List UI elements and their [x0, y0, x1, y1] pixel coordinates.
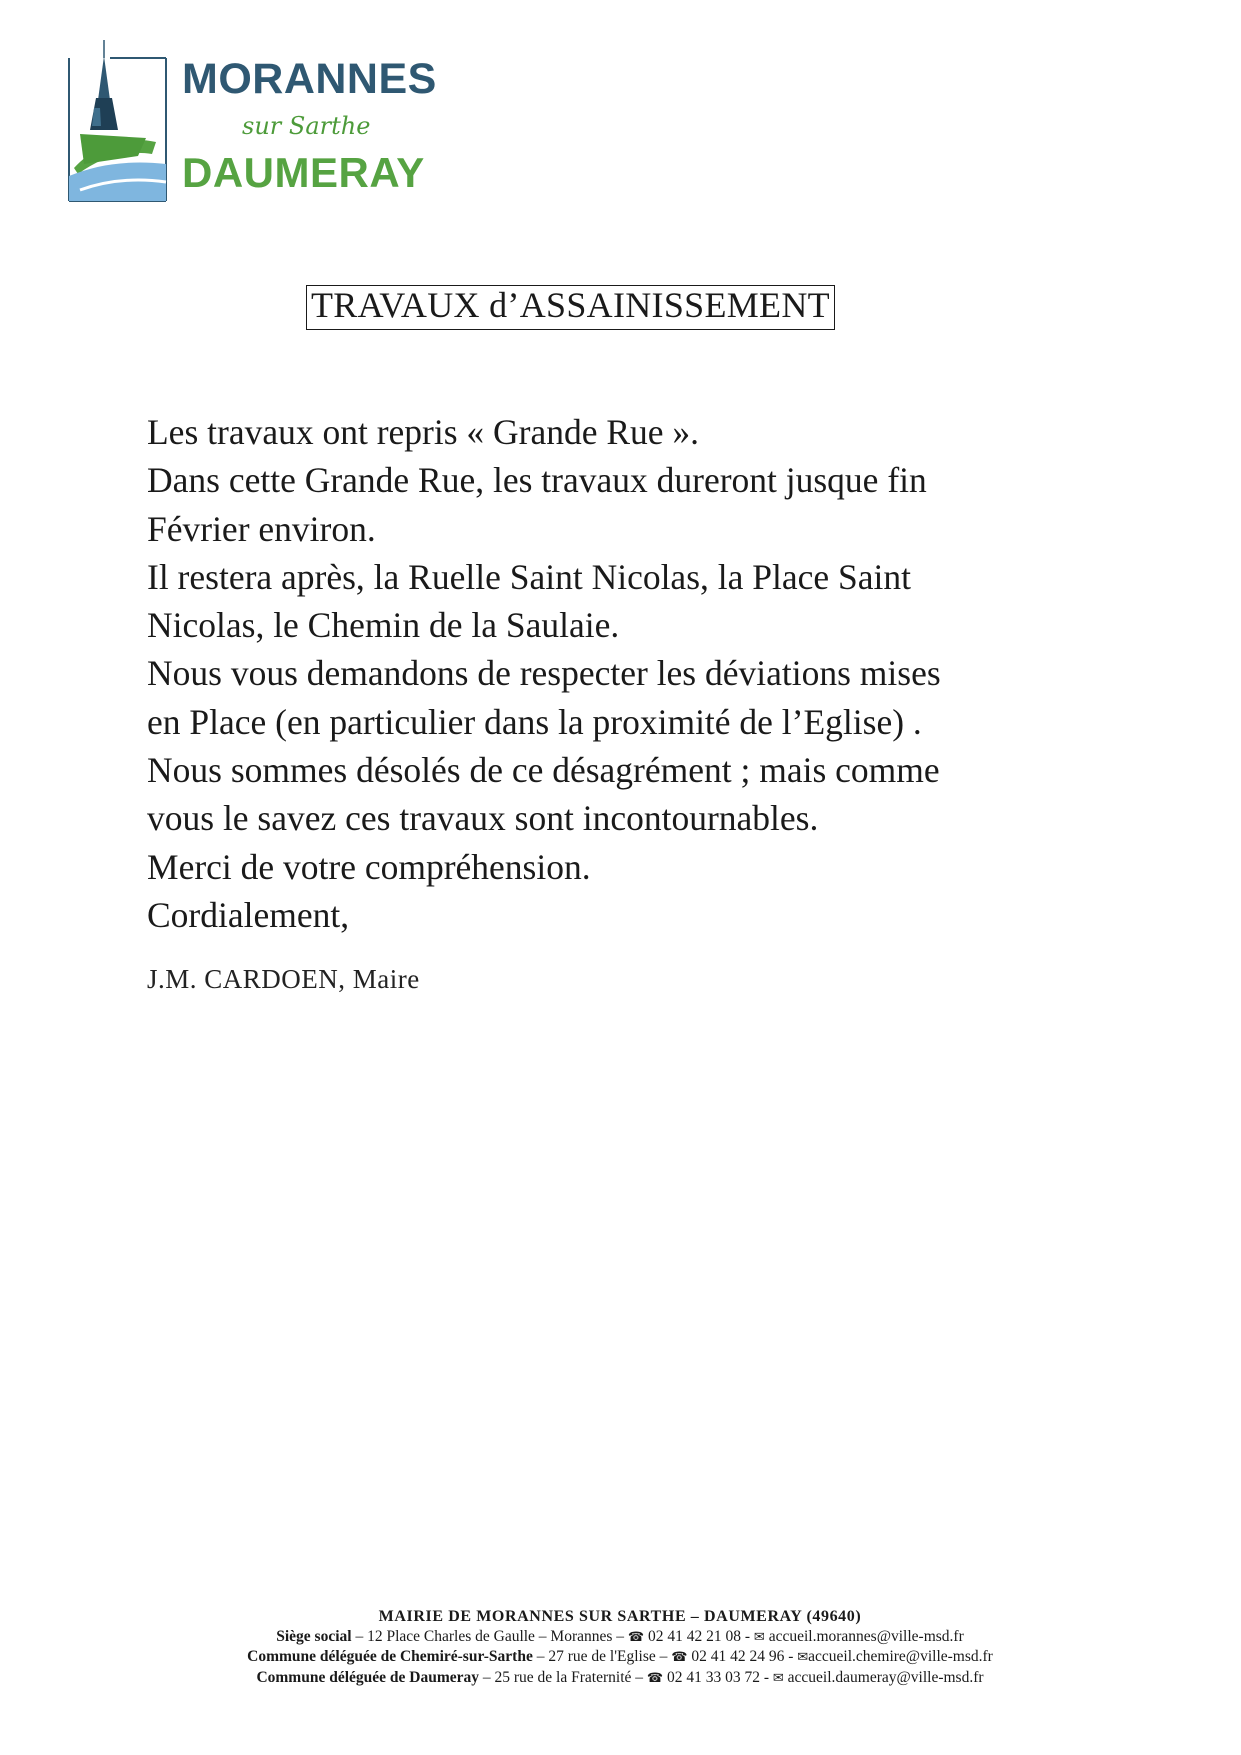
- footer-phone: 02 41 33 03 72 -: [663, 1668, 773, 1686]
- footer-email-link[interactable]: accueil.morannes@ville-msd.fr: [764, 1627, 964, 1645]
- footer-row-chemire: [120, 1647, 1120, 1668]
- church-spire-logo-icon: [68, 38, 168, 202]
- footer-email-link[interactable]: accueil.daumeray@ville-msd.fr: [783, 1668, 984, 1686]
- logo-text-sur-sarthe: sur Sarthe: [242, 112, 371, 140]
- envelope-icon: ✉: [772, 1670, 784, 1686]
- municipal-logo: [68, 38, 448, 208]
- body-line: en Place (en particulier dans la proximité de l’Eglise) .: [147, 701, 922, 742]
- footer-row-siege: [120, 1627, 1120, 1648]
- footer-address: – 25 rue de la Fraternité –: [479, 1668, 647, 1686]
- phone-icon: ☎: [671, 1650, 688, 1665]
- body-line: Février environ.: [147, 508, 376, 549]
- notice-body: [147, 408, 1107, 939]
- footer-address: – 27 rue de l'Eglise –: [532, 1648, 672, 1665]
- footer-label: Commune déléguée de Daumeray: [256, 1668, 480, 1686]
- footer-phone: 02 41 42 21 08 -: [644, 1627, 754, 1645]
- body-line: Nous vous demandons de respecter les déviations mises: [147, 653, 941, 694]
- footer-label: Commune déléguée de Chemiré-sur-Sarthe: [247, 1648, 533, 1665]
- logo-text-morannes: MORANNES: [182, 55, 437, 103]
- footer-phone: 02 41 42 24 96 -: [687, 1648, 798, 1665]
- body-line: vous le savez ces travaux sont incontournables.: [147, 798, 819, 839]
- footer-title: MAIRIE DE MORANNES SUR SARTHE – DAUMERAY (49640): [378, 1608, 862, 1625]
- body-line: Les travaux ont repris « Grande Rue ».: [147, 412, 700, 452]
- body-line: Cordialement,: [147, 894, 350, 935]
- phone-icon: ☎: [646, 1670, 664, 1686]
- envelope-icon: ✉: [797, 1650, 809, 1665]
- body-line: Il restera après, la Ruelle Saint Nicolas, la Place Saint: [147, 556, 911, 597]
- footer-email-link[interactable]: accueil.chemire@ville-msd.fr: [808, 1648, 993, 1665]
- document-title: TRAVAUX d’ASSAINISSEMENT: [306, 285, 835, 330]
- body-line: Merci de votre compréhension.: [147, 846, 591, 887]
- logo-text-daumeray: DAUMERAY: [182, 149, 425, 196]
- envelope-icon: ✉: [753, 1629, 765, 1645]
- phone-icon: ☎: [627, 1629, 645, 1645]
- footer-row-daumeray: [120, 1668, 1120, 1689]
- signature: J.M. CARDOEN, Maire: [147, 964, 420, 994]
- footer: [120, 1607, 1120, 1688]
- body-line: Nous sommes désolés de ce désagrément ; mais comme: [147, 750, 940, 791]
- body-line: Dans cette Grande Rue, les travaux dureront jusque fin: [147, 460, 927, 501]
- footer-label: Siège social: [276, 1627, 352, 1645]
- body-line: Nicolas, le Chemin de la Saulaie.: [147, 605, 620, 646]
- footer-address: – 12 Place Charles de Gaulle – Morannes –: [351, 1627, 628, 1645]
